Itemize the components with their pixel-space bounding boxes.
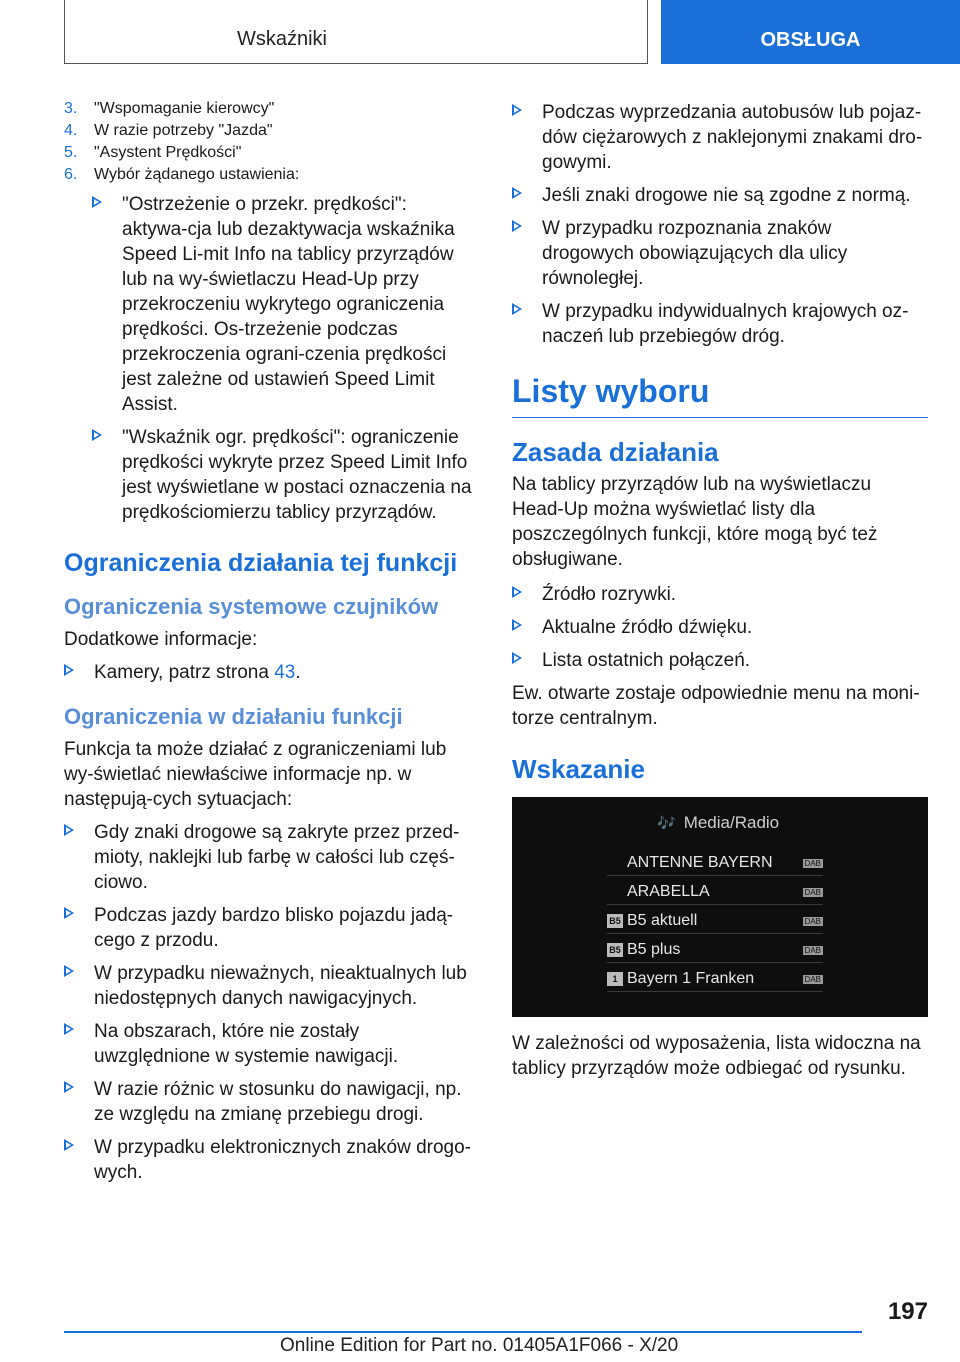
- bullet-item: [512, 648, 928, 673]
- section-heading: Wskazanie: [512, 754, 645, 784]
- subsection-heading: Ograniczenia systemowe czujników: [64, 594, 439, 619]
- right-column: [512, 100, 928, 1081]
- bullet-text: Gdy znaki drogowe są zakryte przez przed-mioty, naklejki lub farbę w całości lub częś-ciowo.: [94, 822, 460, 893]
- header-frame: [64, 0, 648, 64]
- station-logo-icon: 1: [607, 972, 623, 986]
- station-logo-icon: B5: [607, 943, 623, 957]
- bullet-item: [512, 615, 928, 640]
- dab-badge: DAB: [804, 916, 821, 926]
- list-item[interactable]: [607, 880, 823, 905]
- station-label: B5 plus: [627, 941, 681, 958]
- step-item: [64, 100, 478, 118]
- station-label: Bayern 1 Franken: [627, 970, 755, 987]
- list-item[interactable]: [607, 967, 823, 992]
- list-item[interactable]: [607, 909, 823, 934]
- media-radio-icon: 🎶: [657, 815, 676, 832]
- bullet-item: [64, 1019, 478, 1069]
- paragraph: Funkcja ta może działać z ograniczeniami lub wy-świetlać niewłaściwe informacje np. w następują-cych sytuacjach:: [64, 739, 447, 810]
- list-item[interactable]: [607, 938, 823, 963]
- paragraph: Ew. otwarte zostaje odpowiednie menu na moni-torze centralnym.: [512, 683, 920, 729]
- bullet-item: [64, 1135, 478, 1185]
- triangle-bullet-icon: [512, 619, 522, 631]
- screen-title: [657, 813, 779, 833]
- bullet-text: Jeśli znaki drogowe nie są zgodne z normą.: [542, 185, 911, 206]
- section-heading: Zasada działania: [512, 437, 719, 467]
- step-item: [64, 144, 478, 162]
- triangle-bullet-icon: [64, 965, 74, 977]
- station-label: B5 aktuell: [627, 912, 698, 929]
- bullet-text: W przypadku nieważnych, nieaktualnych lub niedostępnych danych nawigacyjnych.: [94, 963, 467, 1009]
- triangle-bullet-icon: [92, 196, 102, 208]
- dab-badge: DAB: [804, 974, 821, 984]
- bullet-item: [64, 660, 478, 685]
- screen-title-text: Media/Radio: [683, 813, 780, 832]
- bullet-text: Podczas jazdy bardzo blisko pojazdu jadą-cego z przodu.: [94, 905, 454, 951]
- bullet-text: W przypadku indywidualnych krajowych oz-naczeń lub przebiegów dróg.: [542, 301, 909, 347]
- bullet-text: Na obszarach, które nie zostały uwzględnione w systemie nawigacji.: [94, 1021, 399, 1067]
- triangle-bullet-icon: [64, 1081, 74, 1093]
- bullet-item: [512, 582, 928, 607]
- bullet-text: "Ostrzeżenie o przekr. prędkości": aktywa-cja lub dezaktywacja wskaźnika Speed Li-mit Info na tablicy przyrządów lub na wy-świetlaczu Head-Up przy przekroczeniu wykrytego ograniczenia prędkości. Os-trzeżenie podczas przekroczenia ograni-czenia prędkości jest zależne od ustawień Speed Limit Assist.: [122, 194, 455, 415]
- dab-badge: DAB: [804, 887, 821, 897]
- paragraph: Dodatkowe informacje:: [64, 629, 258, 650]
- triangle-bullet-icon: [64, 824, 74, 836]
- step-item: [64, 122, 478, 140]
- list-item[interactable]: [607, 851, 823, 876]
- step-number: 3.: [64, 100, 78, 117]
- paragraph: Na tablicy przyrządów lub na wyświetlaczu Head-Up można wyświetlać listy dla poszczególnych funkcji, które mogą być też obsługiwane.: [512, 474, 878, 570]
- bullet-text-end: .: [295, 662, 301, 683]
- bullet-item: [64, 820, 478, 895]
- triangle-bullet-icon: [512, 187, 522, 199]
- station-label: ARABELLA: [627, 883, 710, 900]
- dab-badge: DAB: [804, 945, 821, 955]
- footer-text: Online Edition for Part no. 01405A1F066 - X/20: [280, 1335, 679, 1356]
- step-text: W razie potrzeby "Jazda": [94, 122, 273, 139]
- bullet-item: [512, 183, 928, 208]
- bullet-item: [512, 100, 928, 175]
- step-number: 5.: [64, 144, 78, 161]
- step-text: "Wspomaganie kierowcy": [94, 100, 275, 117]
- step-text: "Asystent Prędkości": [94, 144, 242, 161]
- step-item: [64, 166, 478, 184]
- bullet-text: W przypadku rozpoznania znaków drogowych obowiązujących dla ulicy równoległej.: [542, 218, 848, 289]
- triangle-bullet-icon: [512, 586, 522, 598]
- bullet-item: [64, 1077, 478, 1127]
- triangle-bullet-icon: [64, 907, 74, 919]
- step-text: Wybór żądanego ustawienia:: [94, 166, 300, 183]
- station-label: ANTENNE BAYERN: [627, 854, 773, 871]
- step-number: 4.: [64, 122, 78, 139]
- bullet-text: "Wskaźnik ogr. prędkości": ograniczenie prędkości wykryte przez Speed Limit Info jest wyświetlane w postaci oznaczenia na prędkościomierzu tablicy przyrządów.: [122, 427, 472, 523]
- triangle-bullet-icon: [512, 652, 522, 664]
- triangle-bullet-icon: [64, 1023, 74, 1035]
- bullet-item: [512, 216, 928, 291]
- dab-badge: DAB: [804, 858, 821, 868]
- page-number: 197: [887, 1298, 928, 1325]
- left-column: [64, 100, 478, 1193]
- image-caption: W zależności od wyposażenia, lista widoczna na tablicy przyrządów może odbiegać od rysunku.: [512, 1033, 921, 1079]
- sub-bullet-item: [92, 192, 477, 417]
- section-heading: Ograniczenia działania tej funkcji: [64, 549, 458, 577]
- bullet-item: [64, 903, 478, 953]
- footer-divider: [64, 1331, 862, 1333]
- triangle-bullet-icon: [64, 1139, 74, 1151]
- subsection-heading: Ograniczenia w działaniu funkcji: [64, 704, 403, 729]
- bullet-text: Podczas wyprzedzania autobusów lub pojaz-dów ciężarowych z naklejonymi znakami dro-gowymi.: [542, 102, 923, 173]
- triangle-bullet-icon: [64, 664, 74, 676]
- triangle-bullet-icon: [512, 104, 522, 116]
- bullet-item: [512, 299, 928, 349]
- page-link[interactable]: 43: [274, 662, 296, 683]
- chapter-heading: Listy wyboru: [512, 371, 928, 418]
- bullet-text: W przypadku elektronicznych znaków drogo-wych.: [94, 1137, 472, 1183]
- bullet-item: [64, 961, 478, 1011]
- header-chapter-tab[interactable]: OBSŁUGA: [661, 0, 960, 64]
- sub-bullet-item: [92, 425, 477, 525]
- header-section-title: Wskaźniki: [236, 28, 327, 50]
- station-logo-icon: B5: [607, 914, 623, 928]
- bullet-text: W razie różnic w stosunku do nawigacji, np. ze względu na zmianę przebiegu drogi.: [94, 1079, 462, 1125]
- bullet-text: Kamery, patrz strona: [94, 662, 275, 683]
- triangle-bullet-icon: [92, 429, 102, 441]
- bullet-text: Źródło rozrywki.: [542, 584, 677, 605]
- triangle-bullet-icon: [512, 303, 522, 315]
- bullet-text: Aktualne źródło dźwięku.: [542, 617, 753, 638]
- display-screenshot: [512, 797, 928, 1017]
- step-number: 6.: [64, 166, 78, 183]
- triangle-bullet-icon: [512, 220, 522, 232]
- bullet-text: Lista ostatnich połączeń.: [542, 650, 751, 671]
